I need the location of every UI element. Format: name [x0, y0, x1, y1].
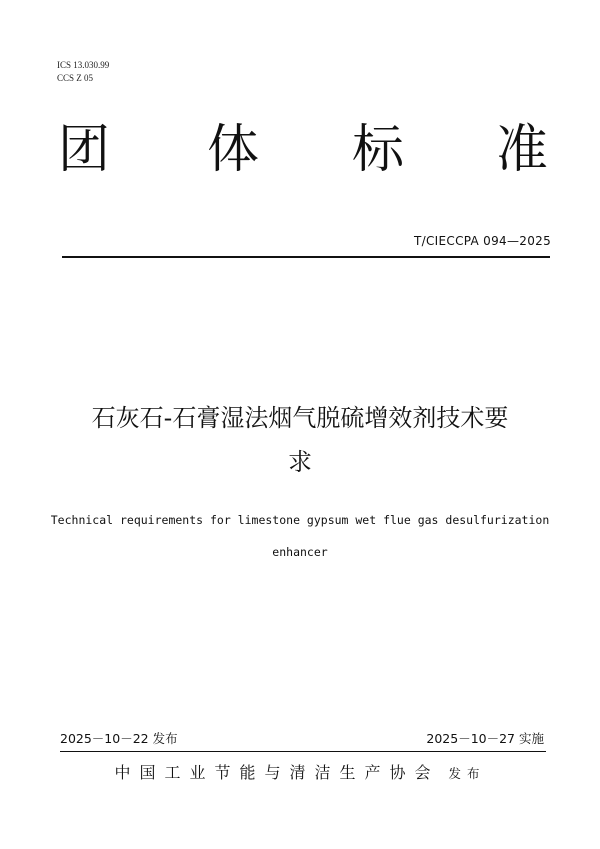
- ics-code: ICS 13.030.99: [57, 60, 110, 70]
- publisher-organization: 中国工业节能与清洁生产协会: [114, 763, 440, 782]
- chinese-title-line-1: 石灰石-石膏湿法烟气脱硫增效剂技术要: [91, 404, 509, 432]
- footer-divider: [60, 751, 546, 752]
- category-char-3: 标: [352, 120, 405, 180]
- category-char-2: 体: [207, 120, 260, 180]
- english-title-line-2: enhancer: [272, 545, 328, 559]
- english-title-line-1: Technical requirements for limestone gypsum wet flue gas desulfurization: [50, 513, 550, 527]
- english-title: [0, 504, 600, 568]
- category-char-1: 团: [58, 120, 111, 180]
- chinese-title-line-2: 求: [288, 448, 312, 476]
- implementation-date: 2025－10－27 实施: [426, 731, 544, 746]
- chinese-title: [0, 396, 600, 484]
- publisher-line: [0, 760, 600, 783]
- publisher-action: 发布: [448, 766, 486, 781]
- standard-category-title: [0, 120, 600, 180]
- standard-number: T/CIECCPA 094—2025: [414, 234, 551, 248]
- header-divider: [62, 256, 550, 258]
- classification-codes: [57, 59, 109, 85]
- ccs-code: CCS Z 05: [57, 73, 94, 83]
- issue-date: 2025－10－22 发布: [60, 731, 178, 746]
- category-char-4: 准: [496, 120, 549, 180]
